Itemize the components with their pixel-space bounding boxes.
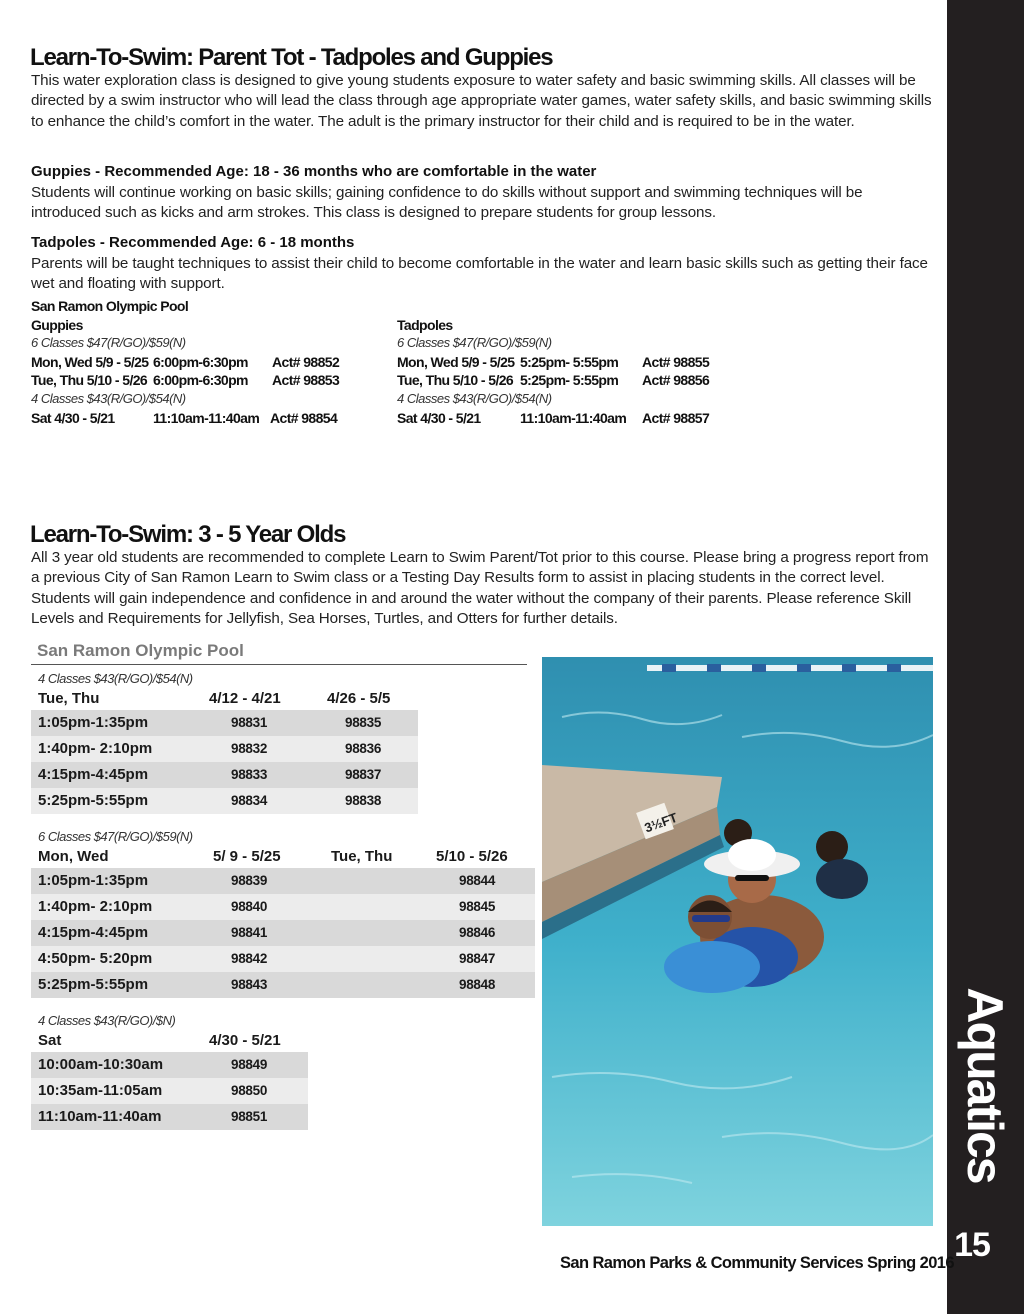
table-header: Tue, Thu 4/12 - 4/21 4/26 - 5/5 bbox=[38, 690, 391, 707]
three-five-intro: All 3 year old students are recommended to complete Learn to Swim Parent/Tot prior to this course. Please bring a progress report from a previous City of San Ramon Learn to Swim class or a Testing Day Results form to assist in placing students in the correct level. Students will gain independence and confidence in and around the water without the company of their parents. Please reference Skill Levels and Requirements for Jellyfish, Sea Horses, Turtles, and Otters for further details. bbox=[31, 549, 929, 628]
fee-note: 4 Classes $43(R/GO)/$54(N) bbox=[31, 390, 186, 406]
tadpoles-text: Parents will be taught techniques to assist their child to become comfortable in the water and learn basic skills such as getting their face wet and floating with support. bbox=[31, 255, 928, 293]
table-row: 1:40pm- 2:10pm 98832 98836 bbox=[31, 736, 418, 762]
table-row: 11:10am-11:40am 98851 bbox=[31, 1104, 308, 1130]
schedule-row: Tue, Thu 5/10 - 5/26 5:25pm- 5:55pm Act# 98856 bbox=[397, 372, 710, 389]
table-row: 5:25pm-5:55pm 98843 98848 bbox=[31, 972, 535, 998]
guppies-text: Students will continue working on basic skills; gaining confidence to do skills without support and swimming techniques will be introduced such as kicks and arm strokes. This class is designed to prepare students for group lessons. bbox=[31, 184, 863, 222]
parent-tot-intro: This water exploration class is designed to give young students exposure to water safety and basic swimming skills. All classes will be directed by a swim instructor who will lead the class through age appropriate water games, water safety skills, and basic swimming skills to enhance the child’s comfort in the water. The adult is the primary instructor for their child and is required to be in the water. bbox=[31, 72, 932, 130]
fee-note: 6 Classes $47(R/GO)/$59(N) bbox=[31, 335, 186, 351]
parent-tot-title: Learn-To-Swim: Parent Tot - Tadpoles and Guppies bbox=[30, 44, 553, 71]
section-tab: Aquatics bbox=[957, 987, 1013, 1183]
schedule-row: Sat 4/30 - 5/21 11:10am-11:40am Act# 98854 bbox=[31, 409, 338, 426]
table-header: Mon, Wed 5/ 9 - 5/25 Tue, Thu 5/10 - 5/26 bbox=[38, 848, 508, 865]
table-row: 10:00am-10:30am 98849 bbox=[31, 1052, 308, 1078]
pool-photo bbox=[542, 657, 933, 1226]
three-five-title: Learn-To-Swim: 3 - 5 Year Olds bbox=[30, 521, 346, 548]
table-row: 10:35am-11:05am 98850 bbox=[31, 1078, 308, 1104]
schedule-row: Mon, Wed 5/9 - 5/25 6:00pm-6:30pm Act# 98852 bbox=[31, 353, 340, 370]
guppies-schedule bbox=[31, 297, 371, 427]
schedule-row: Sat 4/30 - 5/21 11:10am-11:40am Act# 98857 bbox=[397, 409, 710, 426]
guppies-heading: Guppies - Recommended Age: 18 - 36 months who are comfortable in the water bbox=[31, 163, 597, 180]
pool-photo-illustration bbox=[542, 657, 933, 1226]
table-row: 1:05pm-1:35pm 98839 98844 bbox=[31, 868, 535, 894]
table-row: 1:40pm- 2:10pm 98840 98845 bbox=[31, 894, 535, 920]
fee-note: 6 Classes $47(R/GO)/$59(N) bbox=[397, 335, 552, 351]
schedule-row: Tue, Thu 5/10 - 5/26 6:00pm-6:30pm Act# 98853 bbox=[31, 372, 340, 389]
schedule-table-sat bbox=[31, 1012, 308, 1130]
fee-note: 4 Classes $43(R/GO)/$54(N) bbox=[38, 671, 193, 686]
table-row: 4:15pm-4:45pm 98833 98837 bbox=[31, 762, 418, 788]
pool-location-heading: San Ramon Olympic Pool bbox=[37, 641, 244, 660]
fee-note: 4 Classes $43(R/GO)/$54(N) bbox=[397, 390, 552, 406]
table-row: 4:50pm- 5:20pm 98842 98847 bbox=[31, 946, 535, 972]
guppies-label: Guppies bbox=[31, 316, 83, 333]
pool-location: San Ramon Olympic Pool bbox=[31, 298, 189, 314]
tadpoles-schedule bbox=[397, 316, 737, 428]
divider bbox=[31, 664, 527, 665]
fee-note: 4 Classes $43(R/GO)/$N) bbox=[38, 1013, 176, 1028]
depth-marker: 3½FT bbox=[642, 809, 680, 836]
table-row: 5:25pm-5:55pm 98834 98838 bbox=[31, 788, 418, 814]
schedule-table-tue-thu bbox=[31, 670, 418, 814]
footer: San Ramon Parks & Community Services Spring 2016 bbox=[560, 1254, 954, 1272]
tadpoles-heading: Tadpoles - Recommended Age: 6 - 18 months bbox=[31, 234, 355, 251]
tadpoles-label: Tadpoles bbox=[397, 316, 453, 333]
table-row: 4:15pm-4:45pm 98841 98846 bbox=[31, 920, 535, 946]
table-row: 1:05pm-1:35pm 98831 98835 bbox=[31, 710, 418, 736]
table-header: Sat 4/30 - 5/21 bbox=[38, 1032, 281, 1049]
page-number: 15 bbox=[954, 1226, 990, 1264]
schedule-table-6-classes bbox=[31, 828, 535, 998]
fee-note: 6 Classes $47(R/GO)/$59(N) bbox=[38, 829, 193, 844]
lane-rope bbox=[647, 664, 933, 672]
schedule-row: Mon, Wed 5/9 - 5/25 5:25pm- 5:55pm Act# 98855 bbox=[397, 353, 710, 370]
